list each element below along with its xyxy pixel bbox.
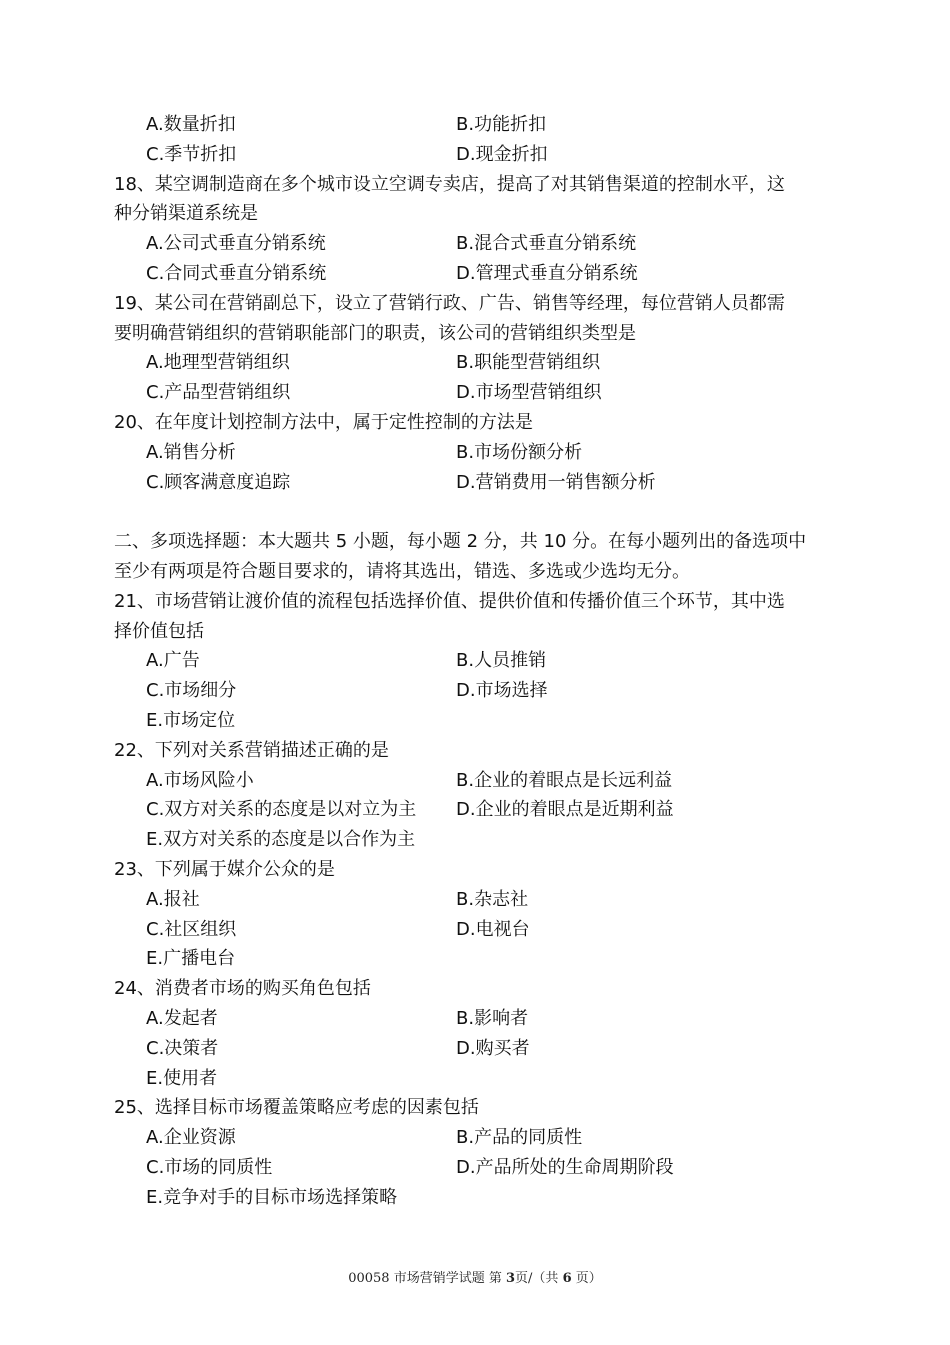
q18-option-a: A.公司式垂直分销系统	[146, 233, 326, 255]
page-footer	[0, 1267, 950, 1286]
q20-option-a: A.销售分析	[146, 441, 236, 463]
q18-options-row-1	[114, 229, 844, 259]
q24-option-b: B.影响者	[456, 1007, 529, 1029]
q24-option-c: C.决策者	[146, 1037, 219, 1059]
footer-end: 页）	[575, 1271, 602, 1286]
q25-option-d: D.产品所处的生命周期阶段	[456, 1156, 674, 1178]
exam-content	[114, 110, 844, 1212]
q20-option-c: C.顾客满意度追踪	[146, 471, 291, 493]
q22-option-b: B.企业的着眼点是长远利益	[456, 769, 673, 791]
q24-option-e: E.使用者	[146, 1067, 218, 1089]
q17-options-row-1	[114, 110, 844, 140]
q22-option-d: D.企业的着眼点是近期利益	[456, 799, 674, 821]
q25-option-c: C.市场的同质性	[146, 1156, 273, 1178]
q25-option-e: E.竞争对手的目标市场选择策略	[146, 1186, 398, 1208]
q21-option-c: C.市场细分	[146, 680, 237, 702]
q21-stem-line-1: 21、市场营销让渡价值的流程包括选择价值、提供价值和传播价值三个环节，其中选	[114, 590, 785, 612]
q23-options-row-3	[114, 944, 844, 974]
q24-options-row-3	[114, 1064, 844, 1094]
q25-options-row-2	[114, 1153, 844, 1183]
footer-code-title: 00058 市场营销学试题 第	[348, 1271, 502, 1286]
q23-option-a: A.报社	[146, 888, 200, 910]
q18-option-d: D.管理式垂直分销系统	[456, 262, 638, 284]
q23-option-b: B.杂志社	[456, 888, 529, 910]
q22-option-e: E.双方对关系的态度是以合作为主	[146, 829, 416, 851]
q18-options-row-2	[114, 259, 844, 289]
footer-total-pages: 6	[562, 1271, 572, 1286]
q21-options-row-3	[114, 706, 844, 736]
q24-option-a: A.发起者	[146, 1007, 218, 1029]
section2-heading-line-2: 至少有两项是符合题目要求的，请将其选出，错选、多选或少选均无分。	[114, 560, 690, 582]
q18-stem-line-1: 18、某空调制造商在多个城市设立空调专卖店，提高了对其销售渠道的控制水平，这	[114, 173, 785, 195]
q25-options-row-3	[114, 1183, 844, 1213]
q21-options-row-1	[114, 646, 844, 676]
footer-page-number: 3	[505, 1271, 516, 1286]
q19-options-row-1	[114, 348, 844, 378]
q21-option-b: B.人员推销	[456, 650, 547, 672]
q17-option-d: D.现金折扣	[456, 143, 548, 165]
q23-options-row-2	[114, 915, 844, 945]
q18-stem-line-2: 种分销渠道系统是	[114, 203, 258, 225]
q19-options-row-2	[114, 378, 844, 408]
q21-option-e: E.市场定位	[146, 709, 236, 731]
q25-options-row-1	[114, 1123, 844, 1153]
q18-option-b: B.混合式垂直分销系统	[456, 233, 637, 255]
q19-option-d: D.市场型营销组织	[456, 382, 602, 404]
q17-option-c: C.季节折扣	[146, 143, 237, 165]
q20-option-d: D.营销费用一销售额分析	[456, 471, 656, 493]
q21-option-d: D.市场选择	[456, 680, 548, 702]
q22-options-row-2	[114, 795, 844, 825]
q22-option-c: C.双方对关系的态度是以对立为主	[146, 799, 417, 821]
q22-option-a: A.市场风险小	[146, 769, 254, 791]
q21-option-a: A.广告	[146, 650, 200, 672]
q19-stem-line-1: 19、某公司在营销副总下，设立了营销行政、广告、销售等经理，每位营销人员都需	[114, 292, 785, 314]
q21-options-row-2	[114, 676, 844, 706]
q17-options-row-2	[114, 140, 844, 170]
q20-option-b: B.市场份额分析	[456, 441, 583, 463]
q22-stem: 22、下列对关系营销描述正确的是	[114, 739, 389, 761]
q23-options-row-1	[114, 885, 844, 915]
q22-options-row-3	[114, 825, 844, 855]
q22-options-row-1	[114, 766, 844, 796]
q17-option-a: A.数量折扣	[146, 114, 236, 135]
q18-option-c: C.合同式垂直分销系统	[146, 262, 327, 284]
q19-option-c: C.产品型营销组织	[146, 382, 291, 404]
q24-options-row-2	[114, 1034, 844, 1064]
q23-stem: 23、下列属于媒介公众的是	[114, 858, 335, 880]
q20-options-row-1	[114, 438, 844, 468]
q24-option-d: D.购买者	[456, 1037, 530, 1059]
q23-option-e: E.广播电台	[146, 948, 236, 970]
q19-option-b: B.职能型营销组织	[456, 352, 601, 374]
q23-option-d: D.电视台	[456, 918, 530, 940]
q21-stem-line-2: 择价值包括	[114, 620, 204, 642]
section2-heading-line-1: 二、多项选择题：本大题共 5 小题，每小题 2 分，共 10 分。在每小题列出的备选项中	[114, 531, 807, 553]
q23-option-c: C.社区组织	[146, 918, 237, 940]
section-gap	[114, 497, 844, 527]
q25-stem: 25、选择目标市场覆盖策略应考虑的因素包括	[114, 1097, 479, 1119]
q20-options-row-2	[114, 468, 844, 498]
q25-option-a: A.企业资源	[146, 1127, 236, 1149]
q19-option-a: A.地理型营销组织	[146, 352, 290, 374]
q19-stem-line-2: 要明确营销组织的营销职能部门的职责，该公司的营销组织类型是	[114, 322, 636, 344]
q25-option-b: B.产品的同质性	[456, 1127, 583, 1149]
q17-option-b: B.功能折扣	[456, 114, 547, 135]
footer-mid: 页/（共	[515, 1271, 559, 1286]
q24-stem: 24、消费者市场的购买角色包括	[114, 978, 371, 1000]
q20-stem: 20、在年度计划控制方法中，属于定性控制的方法是	[114, 411, 533, 433]
q24-options-row-1	[114, 1004, 844, 1034]
